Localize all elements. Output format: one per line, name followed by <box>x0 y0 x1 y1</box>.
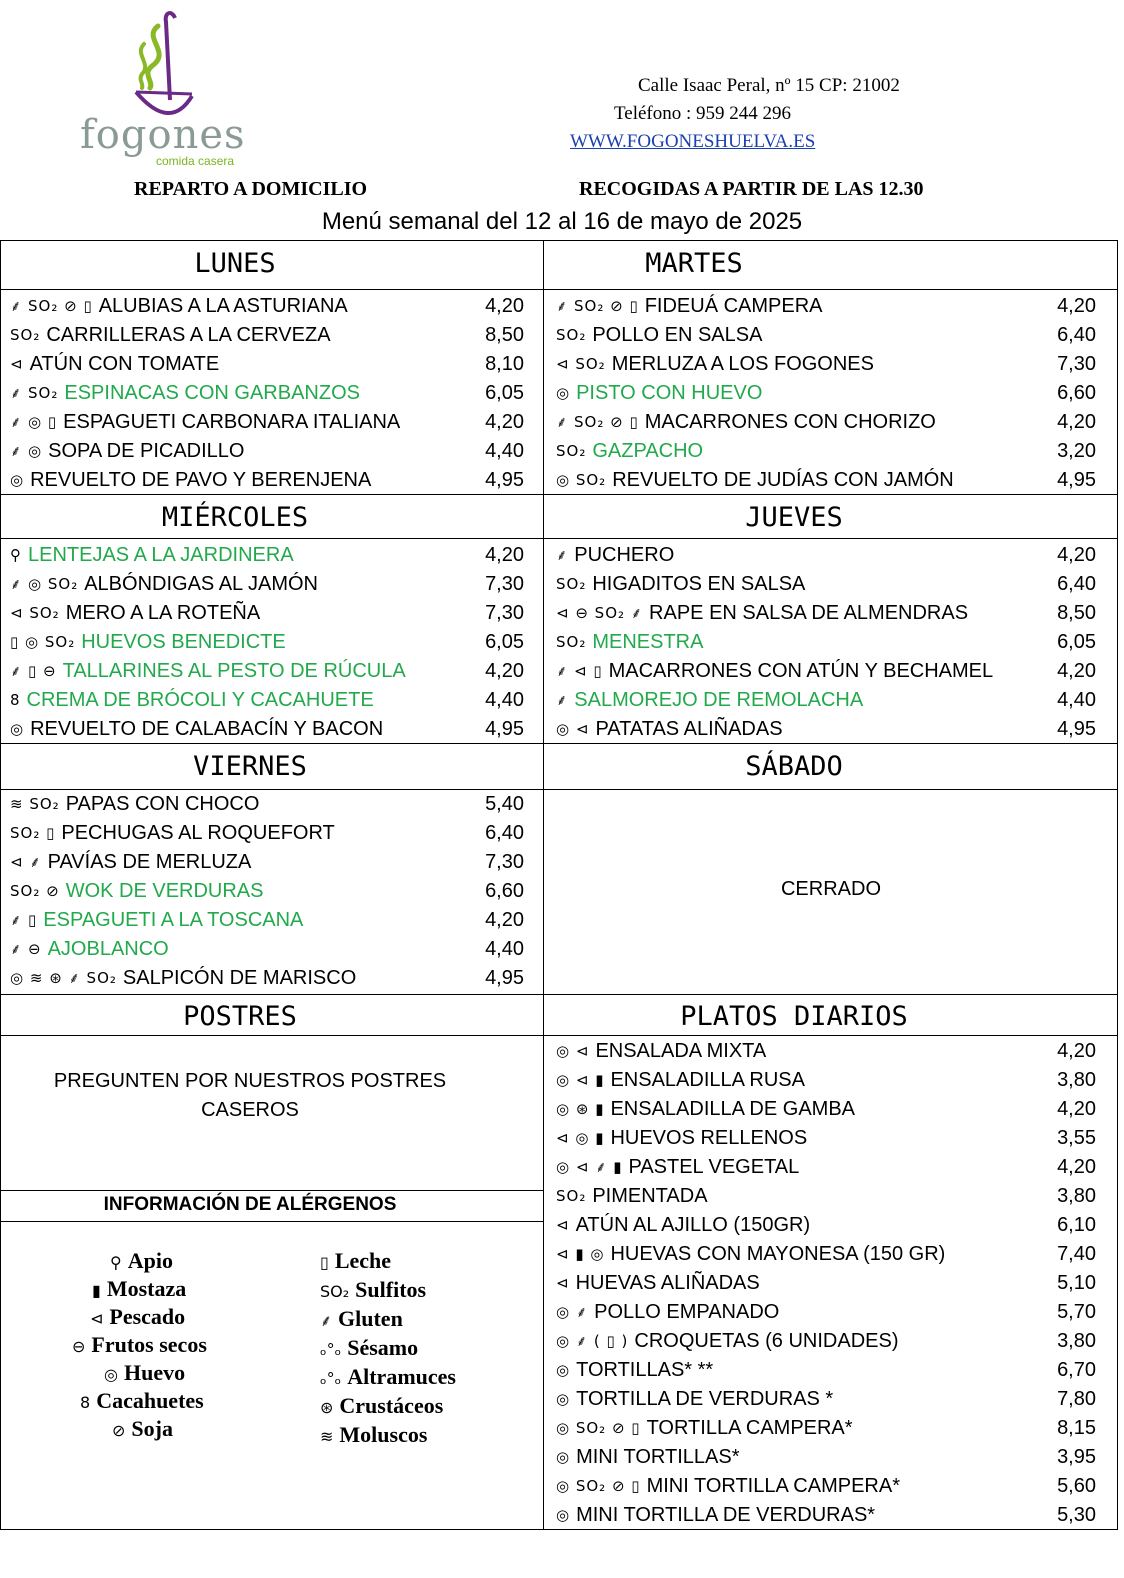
frutos-secos-icon: ⊖ <box>72 1337 86 1356</box>
menu-item-price: 3,80 <box>1057 1185 1096 1207</box>
allergen-label: Soja <box>131 1416 173 1441</box>
menu-item-name: PISTO CON HUEVO <box>576 382 763 404</box>
allergen-legend-item <box>72 1332 207 1358</box>
menu-item <box>556 599 968 628</box>
allergen-icons: SO₂ <box>556 442 587 461</box>
logo-wordmark: fogones <box>80 112 246 158</box>
allergen-icons: ⊲ <box>556 1216 570 1235</box>
menu-item-name: ATÚN AL AJILLO (150GR) <box>575 1214 811 1236</box>
soja-icon: ⊘ <box>112 1421 126 1440</box>
allergen-icons: ◎ SO₂ ⊘ ▯ <box>556 1419 641 1438</box>
allergen-icons: ⸙ <box>556 691 569 710</box>
menu-item <box>556 408 936 437</box>
allergen-icons: ⊲ SO₂ <box>556 355 606 374</box>
menu-item-name: HUEVAS CON MAYONESA (150 GR) <box>610 1243 946 1265</box>
menu-item-price: 4,40 <box>485 938 524 960</box>
sesamo-icon: ₒ°ₒ <box>320 1340 342 1359</box>
allergen-legend-item <box>320 1248 391 1274</box>
menu-item-name: ALBÓNDIGAS AL JAMÓN <box>84 573 318 595</box>
allergen-legend-item <box>112 1416 173 1442</box>
menu-item-name: MENESTRA <box>592 631 704 653</box>
menu-item <box>10 292 348 321</box>
allergen-icons: ◎ ⸙ ( ▯ ) <box>556 1332 629 1351</box>
menu-item <box>10 570 318 599</box>
menu-item-name: HIGADITOS EN SALSA <box>592 573 806 595</box>
menu-item <box>556 1414 853 1443</box>
menu-item-name: ATÚN CON TOMATE <box>29 353 220 375</box>
menu-item-name: ALUBIAS A LA ASTURIANA <box>98 295 348 317</box>
allergen-icons: SO₂ <box>556 326 587 345</box>
menu-item-price: 8,50 <box>485 324 524 346</box>
allergen-legend-item <box>110 1248 173 1274</box>
menu-item <box>10 321 331 350</box>
menu-item-price: 6,40 <box>1057 324 1096 346</box>
menu-item <box>556 541 674 570</box>
menu-item-price: 7,30 <box>485 602 524 624</box>
allergen-legend-item <box>320 1277 426 1303</box>
allergen-label: Frutos secos <box>91 1332 207 1357</box>
allergen-icons: ◎ ⊲ <box>556 720 590 739</box>
allergen-icons: ⸙ ▯ <box>10 911 38 930</box>
menu-item-price: 4,40 <box>485 689 524 711</box>
allergen-icons: ⸙ SO₂ ⊘ ▯ <box>556 297 639 316</box>
menu-item-name: SOPA DE PICADILLO <box>48 440 245 462</box>
menu-item-price: 4,40 <box>485 440 524 462</box>
menu-item-price: 3,80 <box>1057 1330 1096 1352</box>
menu-item-name: MERO A LA ROTEÑA <box>65 602 261 624</box>
allergen-label: Moluscos <box>339 1422 428 1447</box>
allergen-icons: ▯ ◎ SO₂ <box>10 633 76 652</box>
menu-item-price: 4,95 <box>1057 469 1096 491</box>
allergen-label: Sésamo <box>347 1335 419 1360</box>
allergen-icons: SO₂ <box>556 575 587 594</box>
allergen-icons: ⊲ ◎ ▮ <box>556 1129 605 1148</box>
menu-item-price: 7,30 <box>1057 353 1096 375</box>
day-header-miercoles: MIÉRCOLES <box>161 502 309 533</box>
allergen-icons: ◎ ⊲ <box>556 1042 590 1061</box>
address-text: Calle Isaac Peral, nº 15 CP: 21002 <box>638 75 900 96</box>
allergen-icons: ⸙ ◎ SO₂ <box>10 575 79 594</box>
allergen-label: Altramuces <box>347 1364 456 1389</box>
allergen-legend-item <box>320 1422 427 1448</box>
menu-item <box>556 686 863 715</box>
allergen-icons: ◎ <box>556 1506 571 1525</box>
allergen-icons: ◎ ⸙ <box>556 1303 589 1322</box>
allergen-icons: SO₂ <box>556 1187 587 1206</box>
menu-title: Menú semanal del 12 al 16 de mayo de 2025 <box>321 208 803 235</box>
allergen-icons: ⊲ ⸙ <box>10 853 42 872</box>
altramuces-icon: ₒ°ₒ <box>320 1369 342 1388</box>
allergen-icons: ⸙ ◎ <box>10 442 43 461</box>
postres-text <box>0 1067 500 1125</box>
allergen-icons: ⊲ ▮ ◎ <box>556 1245 605 1264</box>
menu-item <box>556 1472 900 1501</box>
menu-item <box>10 686 374 715</box>
allergen-icons: ⸙ ▯ ⊖ <box>10 662 57 681</box>
menu-item-price: 4,95 <box>1057 718 1096 740</box>
pescado-icon: ⊲ <box>90 1309 104 1328</box>
allergen-label: Pescado <box>109 1304 186 1329</box>
menu-item-name: MACARRONES CON ATÚN Y BECHAMEL <box>608 660 994 682</box>
allergen-icons: SO₂ <box>556 633 587 652</box>
menu-item-name: PAPAS CON CHOCO <box>65 793 260 815</box>
allergen-icons: ⊲ <box>10 355 24 374</box>
postres-line: CASEROS <box>201 1099 299 1121</box>
menu-item <box>556 1182 708 1211</box>
allergen-icons: ⸙ SO₂ <box>10 384 59 403</box>
menu-item <box>556 628 703 657</box>
huevo-icon: ◎ <box>104 1365 118 1384</box>
menu-item-name: PECHUGAS AL ROQUEFORT <box>61 822 335 844</box>
menu-item <box>556 1211 810 1240</box>
menu-item-price: 3,80 <box>1057 1069 1096 1091</box>
menu-item <box>10 877 264 906</box>
moluscos-icon: ≋ <box>320 1427 334 1446</box>
allergen-icons: ◎ <box>556 384 571 403</box>
allergen-label: Sulfitos <box>355 1277 427 1302</box>
allergen-icons: ⚲ <box>10 546 22 565</box>
menu-item-price: 4,95 <box>485 967 524 989</box>
menu-item-name: FIDEUÁ CAMPERA <box>644 295 823 317</box>
menu-item <box>10 848 251 877</box>
menu-item <box>10 657 406 686</box>
menu-item-price: 4,20 <box>485 295 524 317</box>
menu-item <box>10 906 303 935</box>
allergen-legend-item <box>320 1393 443 1419</box>
crustaceos-icon: ⊛ <box>320 1398 334 1417</box>
apio-icon: ⚲ <box>110 1253 122 1272</box>
menu-item-name: HUEVOS BENEDICTE <box>81 631 286 653</box>
menu-item-name: GAZPACHO <box>592 440 704 462</box>
allergen-icons: ⊲ SO₂ <box>10 604 60 623</box>
menu-item-name: CARRILLERAS A LA CERVEZA <box>46 324 331 346</box>
menu-item-price: 8,50 <box>1057 602 1096 624</box>
menu-item-name: MINI TORTILLA DE VERDURAS* <box>576 1504 876 1526</box>
menu-item-price: 4,20 <box>1057 1156 1096 1178</box>
postres-line: PREGUNTEN POR NUESTROS POSTRES <box>53 1070 447 1092</box>
menu-item-price: 4,20 <box>1057 1040 1096 1062</box>
menu-item-name: TALLARINES AL PESTO DE RÚCULA <box>62 660 406 682</box>
menu-item <box>10 964 356 993</box>
grid-line <box>0 240 1 1530</box>
allergen-label: Gluten <box>338 1306 403 1331</box>
menu-item-price: 7,30 <box>485 851 524 873</box>
menu-item-price: 6,05 <box>1057 631 1096 653</box>
menu-item-price: 6,70 <box>1057 1359 1096 1381</box>
delivery-banner: REPARTO A DOMICILIO <box>134 178 368 200</box>
allergen-icons: ◎ SO₂ <box>556 471 607 490</box>
allergen-icons: ◎ <box>556 1361 571 1380</box>
grid-line <box>0 1221 543 1222</box>
allergen-icons: ◎ <box>10 720 25 739</box>
menu-item-name: SALMOREJO DE REMOLACHA <box>574 689 864 711</box>
menu-item-price: 3,95 <box>1057 1446 1096 1468</box>
menu-item <box>556 1327 898 1356</box>
allergen-icons: ⸙ SO₂ ⊘ ▯ <box>10 297 93 316</box>
menu-item-price: 7,80 <box>1057 1388 1096 1410</box>
allergen-title: INFORMACIÓN DE ALÉRGENOS <box>103 1194 397 1215</box>
fogones-logo <box>80 8 260 168</box>
menu-item <box>556 1095 855 1124</box>
pickup-banner: RECOGIDAS A PARTIR DE LAS 12.30 <box>579 178 924 200</box>
menu-item <box>556 715 783 744</box>
menu-item <box>556 1066 805 1095</box>
allergen-label: Huevo <box>123 1360 186 1385</box>
menu-item <box>556 1240 945 1269</box>
allergen-icons: SO₂ ⊘ <box>10 882 60 901</box>
sabado-closed-text: CERRADO <box>780 878 881 900</box>
menu-item-name: ESPINACAS CON GARBANZOS <box>64 382 360 404</box>
menu-item <box>10 379 360 408</box>
menu-item-price: 5,60 <box>1057 1475 1096 1497</box>
menu-item <box>10 790 259 819</box>
menu-item-price: 5,70 <box>1057 1301 1096 1323</box>
menu-item-price: 5,40 <box>485 793 524 815</box>
menu-item <box>10 628 286 657</box>
menu-item <box>10 437 244 466</box>
menu-item <box>10 935 169 964</box>
menu-item-name: AJOBLANCO <box>47 938 169 960</box>
menu-item-price: 4,95 <box>485 718 524 740</box>
menu-item-price: 4,20 <box>1057 295 1096 317</box>
allergen-icons: ⊲ ⊖ SO₂ ⸙ <box>556 604 644 623</box>
menu-item-price: 4,20 <box>485 909 524 931</box>
allergen-label: Mostaza <box>106 1276 187 1301</box>
menu-item-price: 6,05 <box>485 382 524 404</box>
menu-item-name: ESPAGUETI CARBONARA ITALIANA <box>63 411 401 433</box>
menu-item <box>556 350 874 379</box>
contact-block <box>570 72 990 156</box>
menu-item-price: 4,20 <box>1057 1098 1096 1120</box>
grid-line <box>0 289 1118 290</box>
menu-item-name: PIMENTADA <box>592 1185 708 1207</box>
menu-item-price: 4,20 <box>485 660 524 682</box>
menu-item-price: 4,20 <box>1057 660 1096 682</box>
menu-item-price: 6,40 <box>1057 573 1096 595</box>
allergen-icons: ⸙ ⊖ <box>10 940 42 959</box>
section-header-platos-diarios: PLATOS DIARIOS <box>680 1001 908 1032</box>
menu-item-price: 4,20 <box>1057 544 1096 566</box>
menu-item-price: 6,40 <box>485 822 524 844</box>
menu-item-price: 6,10 <box>1057 1214 1096 1236</box>
menu-item-name: HUEVAS ALIÑADAS <box>575 1272 760 1294</box>
day-header-lunes: LUNES <box>194 248 276 279</box>
allergen-legend-item <box>320 1335 418 1361</box>
allergen-label: Leche <box>334 1248 392 1273</box>
menu-item-name: POLLO EN SALSA <box>592 324 763 346</box>
allergen-icons: SO₂ <box>10 326 41 345</box>
menu-item-name: ENSALADILLA DE GAMBA <box>610 1098 855 1120</box>
menu-item <box>556 1124 807 1153</box>
phone-text: Teléfono : 959 244 296 <box>614 103 792 124</box>
menu-item <box>10 408 400 437</box>
allergen-icons: ⊲ <box>556 1274 570 1293</box>
menu-item-name: HUEVOS RELLENOS <box>610 1127 808 1149</box>
website-link[interactable]: WWW.FOGONESHUELVA.ES <box>570 131 816 152</box>
menu-item <box>10 541 294 570</box>
allergen-icons: ⸙ ◎ ▯ <box>10 413 58 432</box>
menu-item-name: ENSALADA MIXTA <box>595 1040 767 1062</box>
menu-item-name: REVUELTO DE JUDÍAS CON JAMÓN <box>612 469 954 491</box>
grid-line <box>0 1190 543 1191</box>
sulfitos-icon: SO₂ <box>320 1282 350 1301</box>
menu-item-name: PUCHERO <box>574 544 675 566</box>
menu-item <box>10 466 371 495</box>
menu-item <box>556 1385 833 1414</box>
leche-icon: ▯ <box>320 1253 329 1272</box>
allergen-legend-item <box>90 1304 185 1330</box>
menu-item <box>556 657 993 686</box>
menu-item-name: CROQUETAS (6 UNIDADES) <box>634 1330 899 1352</box>
allergen-icons: 8 <box>10 691 21 710</box>
menu-item-name: PAVÍAS DE MERLUZA <box>47 851 252 873</box>
menu-item-name: LENTEJAS A LA JARDINERA <box>28 544 294 566</box>
allergen-icons: ◎ SO₂ ⊘ ▯ <box>556 1477 641 1496</box>
menu-item <box>556 437 703 466</box>
menu-item-name: REVUELTO DE CALABACÍN Y BACON <box>30 718 384 740</box>
menu-item-price: 5,30 <box>1057 1504 1096 1526</box>
menu-item <box>556 1501 875 1530</box>
menu-item-name: MINI TORTILLA CAMPERA* <box>646 1475 900 1497</box>
allergen-icons: ⸙ <box>556 546 569 565</box>
menu-item-price: 3,20 <box>1057 440 1096 462</box>
menu-item <box>556 1298 779 1327</box>
menu-item-price: 6,60 <box>485 880 524 902</box>
menu-item-price: 6,60 <box>1057 382 1096 404</box>
menu-item <box>556 1153 799 1182</box>
menu-item <box>556 321 762 350</box>
allergen-legend-item <box>92 1276 186 1302</box>
menu-item <box>556 1356 713 1385</box>
menu-item-price: 4,20 <box>485 544 524 566</box>
allergen-legend-item <box>320 1364 456 1390</box>
day-header-sabado: SÁBADO <box>745 751 843 782</box>
mostaza-icon: ▮ <box>92 1281 101 1300</box>
allergen-icons: ◎ ⊛ ▮ <box>556 1100 605 1119</box>
menu-item <box>556 292 823 321</box>
menu-item-name: TORTILLA DE VERDURAS * <box>576 1388 834 1410</box>
menu-item-price: 4,40 <box>1057 689 1096 711</box>
menu-item-price: 4,95 <box>485 469 524 491</box>
allergen-icons: ⸙ SO₂ ⊘ ▯ <box>556 413 639 432</box>
allergen-icons: ◎ <box>556 1390 571 1409</box>
menu-item-price: 4,20 <box>485 411 524 433</box>
menu-item-name: SALPICÓN DE MARISCO <box>122 967 357 989</box>
menu-item <box>10 599 260 628</box>
allergen-icons: ◎ <box>556 1448 571 1467</box>
menu-item <box>556 379 762 408</box>
menu-item-name: ESPAGUETI A LA TOSCANA <box>43 909 304 931</box>
menu-item-name: MERLUZA A LOS FOGONES <box>611 353 874 375</box>
menu-item-name: WOK DE VERDURAS <box>65 880 264 902</box>
grid-line <box>0 240 1118 241</box>
day-header-martes: MARTES <box>645 248 743 279</box>
allergen-legend-item <box>104 1360 185 1386</box>
menu-item-name: TORTILLA CAMPERA* <box>646 1417 853 1439</box>
logo-tagline: comida casera <box>156 154 235 168</box>
menu-item <box>10 819 335 848</box>
menu-item-name: RAPE EN SALSA DE ALMENDRAS <box>649 602 969 624</box>
menu-item <box>556 466 954 495</box>
day-header-viernes: VIERNES <box>193 751 307 782</box>
menu-item-price: 8,10 <box>485 353 524 375</box>
menu-item-price: 7,40 <box>1057 1243 1096 1265</box>
menu-item-price: 3,55 <box>1057 1127 1096 1149</box>
menu-item <box>556 570 805 599</box>
section-header-postres: POSTRES <box>183 1001 297 1032</box>
allergen-icons: ◎ ⊲ ▮ <box>556 1071 605 1090</box>
gluten-icon: ⸙ <box>320 1311 333 1330</box>
menu-item-price: 7,30 <box>485 573 524 595</box>
menu-item-name: POLLO EMPANADO <box>594 1301 780 1323</box>
menu-item-name: PASTEL VEGETAL <box>628 1156 800 1178</box>
menu-item-price: 8,15 <box>1057 1417 1096 1439</box>
menu-item-name: REVUELTO DE PAVO Y BERENJENA <box>30 469 372 491</box>
allergen-icons: SO₂ ▯ <box>10 824 56 843</box>
allergen-icons: ◎ <box>10 471 25 490</box>
allergen-icons: ≋ SO₂ <box>10 795 60 814</box>
cacahuetes-icon: 8 <box>80 1393 91 1412</box>
menu-item-name: TORTILLAS* ** <box>576 1359 714 1381</box>
menu-item-price: 5,10 <box>1057 1272 1096 1294</box>
menu-item-name: PATATAS ALIÑADAS <box>595 718 783 740</box>
allergen-icons: ◎ ≋ ⊛ ⸙ SO₂ <box>10 969 117 988</box>
day-header-jueves: JUEVES <box>745 502 843 533</box>
allergen-label: Apio <box>127 1248 173 1273</box>
allergen-icons: ⸙ ⊲ ▯ <box>556 662 603 681</box>
ladle-steam-icon <box>80 8 260 118</box>
menu-item-name: MINI TORTILLAS* <box>576 1446 740 1468</box>
menu-item-price: 6,05 <box>485 631 524 653</box>
menu-item-name: CREMA DE BRÓCOLI Y CACAHUETE <box>26 689 374 711</box>
menu-item <box>10 350 219 379</box>
menu-item-name: MACARRONES CON CHORIZO <box>644 411 936 433</box>
menu-item <box>556 1443 739 1472</box>
allergen-icons: ◎ ⊲ ⸙ ▮ <box>556 1158 623 1177</box>
allergen-legend-item <box>80 1388 204 1414</box>
menu-item <box>10 715 383 744</box>
menu-item-name: ENSALADILLA RUSA <box>610 1069 805 1091</box>
menu-item <box>556 1037 766 1066</box>
menu-item <box>556 1269 760 1298</box>
allergen-label: Crustáceos <box>339 1393 444 1418</box>
menu-item-price: 4,20 <box>1057 411 1096 433</box>
allergen-legend-item <box>320 1306 403 1332</box>
allergen-label: Cacahuetes <box>96 1388 204 1413</box>
